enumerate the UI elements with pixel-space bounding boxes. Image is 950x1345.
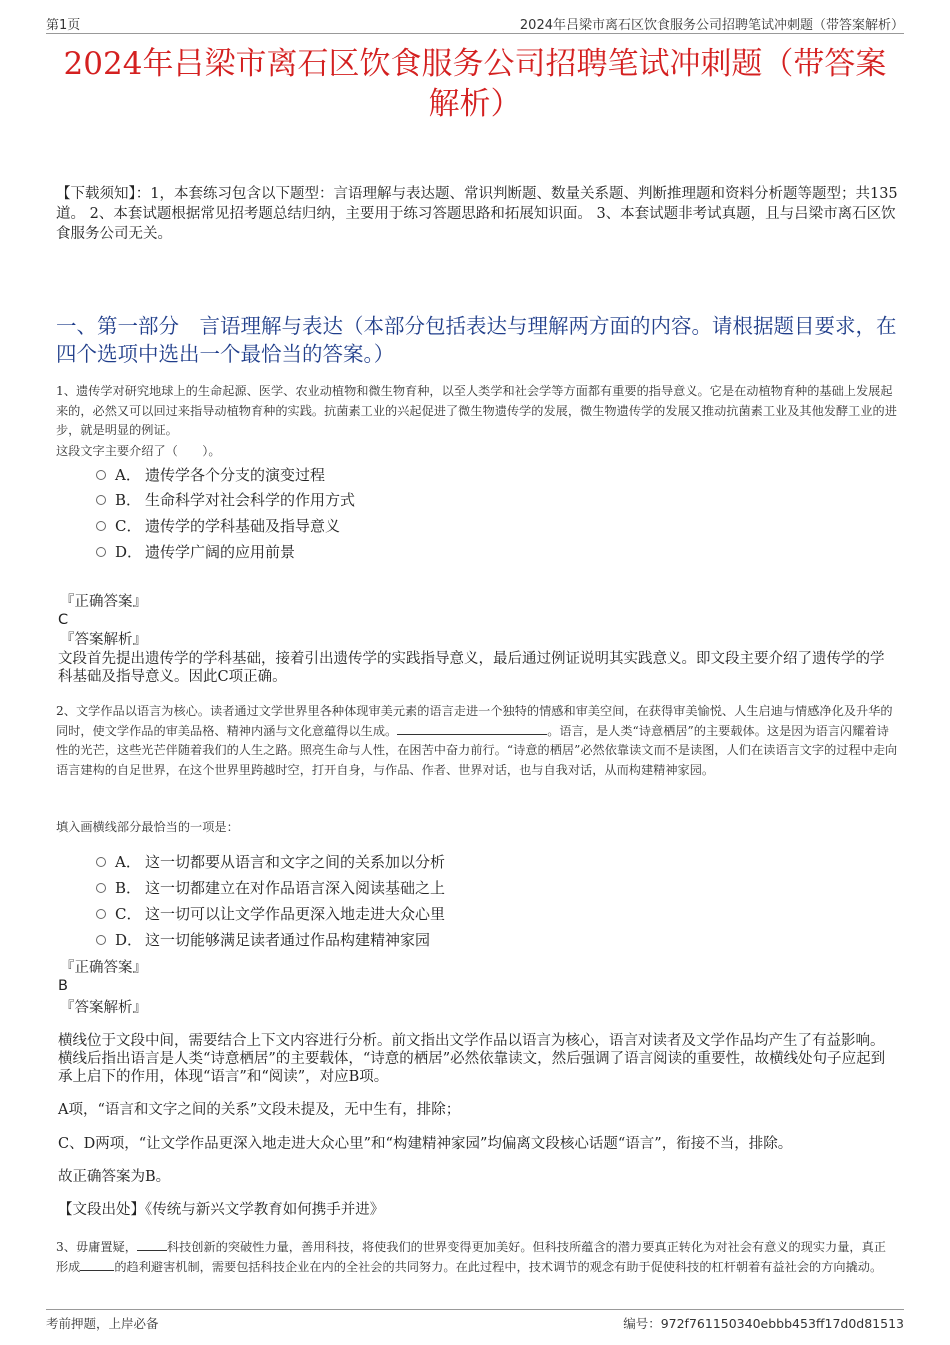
radio-icon[interactable] xyxy=(96,883,106,893)
footer-document-code: 编号：972f761150340ebbb453ff17d0d81513 xyxy=(623,1316,904,1331)
question-1-text: 1、遗传学对研究地球上的生命起源、医学、农业动植物和微生物育种，以至人类学和社会学等方面都有重要的指导意义。它是在动植物育种的基础上发展起来的，必然又可以回过来指导动植物育种的实践。抗菌素工业的兴起促进了微生物遗传学的发展，微生物遗传学的发展又推动抗菌素工业及其他发酵工业的进步，就是明显的例证。 xyxy=(56,384,897,437)
fill-blank xyxy=(137,1238,167,1251)
radio-icon[interactable] xyxy=(96,470,106,480)
question-1-option-a[interactable]: A． 遗传学各个分支的演变过程 xyxy=(96,465,325,485)
radio-icon[interactable] xyxy=(96,495,106,505)
fill-blank xyxy=(80,1258,114,1271)
question-1-analysis-label: 『答案解析』 xyxy=(60,632,147,648)
question-2-text: 2、文学作品以语言为核心。读者通过文学世界里各种体现审美元素的语言走进一个独特的情感和审美空间，在获得审美愉悦、人生启迪与情感净化及升华的同时，使文学作品的审美品格、精神内涵与文化意蕴得以生成。 。语言，是人类“诗意栖居”的主要载体。这是因为语言闪耀着诗性的光芒，这些光芒伴随着我们的人生之路。照亮生命与人性，在困苦中奋力前行。“诗意的栖居”必然依靠读文而不是读图，人们在读语言文字的过程中走向语言建构的自足世界，在这个世界里跨越时空，打开自身，与作品、作者、世界对话，也与自我对话，从而构建精神家园。 xyxy=(56,704,898,777)
question-2-analysis-1: 横线位于文段中间，需要结合上下文内容进行分析。前文指出文学作品以语言为核心，语言对读者及文学作品均产生了有益影响。横线后指出语言是人类“诗意栖居”的主要载体，“诗意的栖居”必然依靠读文，然后强调了语言阅读的重要性，故横线处句子应起到承上启下的作用，体现“语言”和“阅读”，对应B项。 xyxy=(58,1033,886,1085)
question-2-source: 【文段出处】《传统与新兴文学教育如何携手并进》 xyxy=(58,1202,385,1218)
section-heading: 一、第一部分 言语理解与表达（本部分包括表达与理解两方面的内容。请根据题目要求，在四个选项中选出一个最恰当的答案。） xyxy=(56,314,897,366)
radio-icon[interactable] xyxy=(96,935,106,945)
document-title: 2024年吕梁市离石区饮食服务公司招聘笔试冲刺题（带答案解析） xyxy=(63,46,887,122)
question-2-analysis-label: 『答案解析』 xyxy=(60,1000,147,1016)
question-1-answer-label: 『正确答案』 xyxy=(60,594,147,610)
question-2-option-a[interactable]: A． 这一切都要从语言和文字之间的关系加以分析 xyxy=(96,852,445,872)
radio-icon[interactable] xyxy=(96,857,106,867)
download-notice: 【下载须知】：1，本套练习包含以下题型：言语理解与表达题、常识判断题、数量关系题、判断推理题和资料分析题等题型；共135道。 2、本套试题根据常见招考题总结归纳，主要用于练习答题思路和拓展知识面。 3、本套试题非考试真题，且与吕梁市离石区饮食服务公司无关。 xyxy=(56,186,898,242)
question-2-answer-label: 『正确答案』 xyxy=(60,960,147,976)
question-2-option-b[interactable]: B． 这一切都建立在对作品语言深入阅读基础之上 xyxy=(96,878,445,898)
question-2-option-c[interactable]: C． 这一切可以让文学作品更深入地走进大众心里 xyxy=(96,904,445,924)
footer-divider xyxy=(46,1309,904,1310)
question-2-option-d[interactable]: D． 这一切能够满足读者通过作品构建精神家园 xyxy=(96,930,430,950)
fill-blank xyxy=(397,722,547,735)
radio-icon[interactable] xyxy=(96,547,106,557)
header-divider xyxy=(46,33,904,34)
question-1-analysis: 文段首先提出遗传学的学科基础，接着引出遗传学的实践指导意义，最后通过例证说明其实践意义。即文段主要介绍了遗传学的学科基础及指导意义。因此C项正确。 xyxy=(58,651,885,685)
radio-icon[interactable] xyxy=(96,909,106,919)
question-2-answer: B xyxy=(58,978,68,994)
question-2-analysis-4: 故正确答案为B。 xyxy=(58,1169,171,1185)
page-number: 第1页 xyxy=(46,18,81,33)
question-1-option-c[interactable]: C． 遗传学的学科基础及指导意义 xyxy=(96,516,340,536)
question-2-prompt: 填入画横线部分最恰当的一项是： xyxy=(56,820,239,834)
question-3-text: 3、毋庸置疑， 科技创新的突破性力量，善用科技，将使我们的世界变得更加美好。但科技所蕴含的潜力要真正转化为对社会有意义的现实力量，真正形成 的趋利避害机制，需要包括科技企业在内的全社会的共同努力。在此过程中，技术调节的观念有助于促使科技的杠杆朝着有益社会的方向撬动。 xyxy=(56,1240,886,1274)
question-1-option-b[interactable]: B． 生命科学对社会科学的作用方式 xyxy=(96,490,355,510)
question-1-answer: C xyxy=(58,612,69,628)
question-2-analysis-2: A项，“语言和文字之间的关系”文段未提及，无中生有，排除； xyxy=(58,1102,461,1118)
footer-slogan: 考前押题，上岸必备 xyxy=(46,1316,159,1331)
question-1-option-d[interactable]: D． 遗传学广阔的应用前景 xyxy=(96,542,295,562)
question-1-prompt: 这段文字主要介绍了（ ）。 xyxy=(56,444,221,458)
radio-icon[interactable] xyxy=(96,521,106,531)
question-2-analysis-3: C、D两项，“让文学作品更深入地走进大众心里”和“构建精神家园”均偏离文段核心话题“语言”，衔接不当，排除。 xyxy=(58,1136,793,1152)
header-doc-title: 2024年吕梁市离石区饮食服务公司招聘笔试冲刺题（带答案解析） xyxy=(519,18,904,33)
